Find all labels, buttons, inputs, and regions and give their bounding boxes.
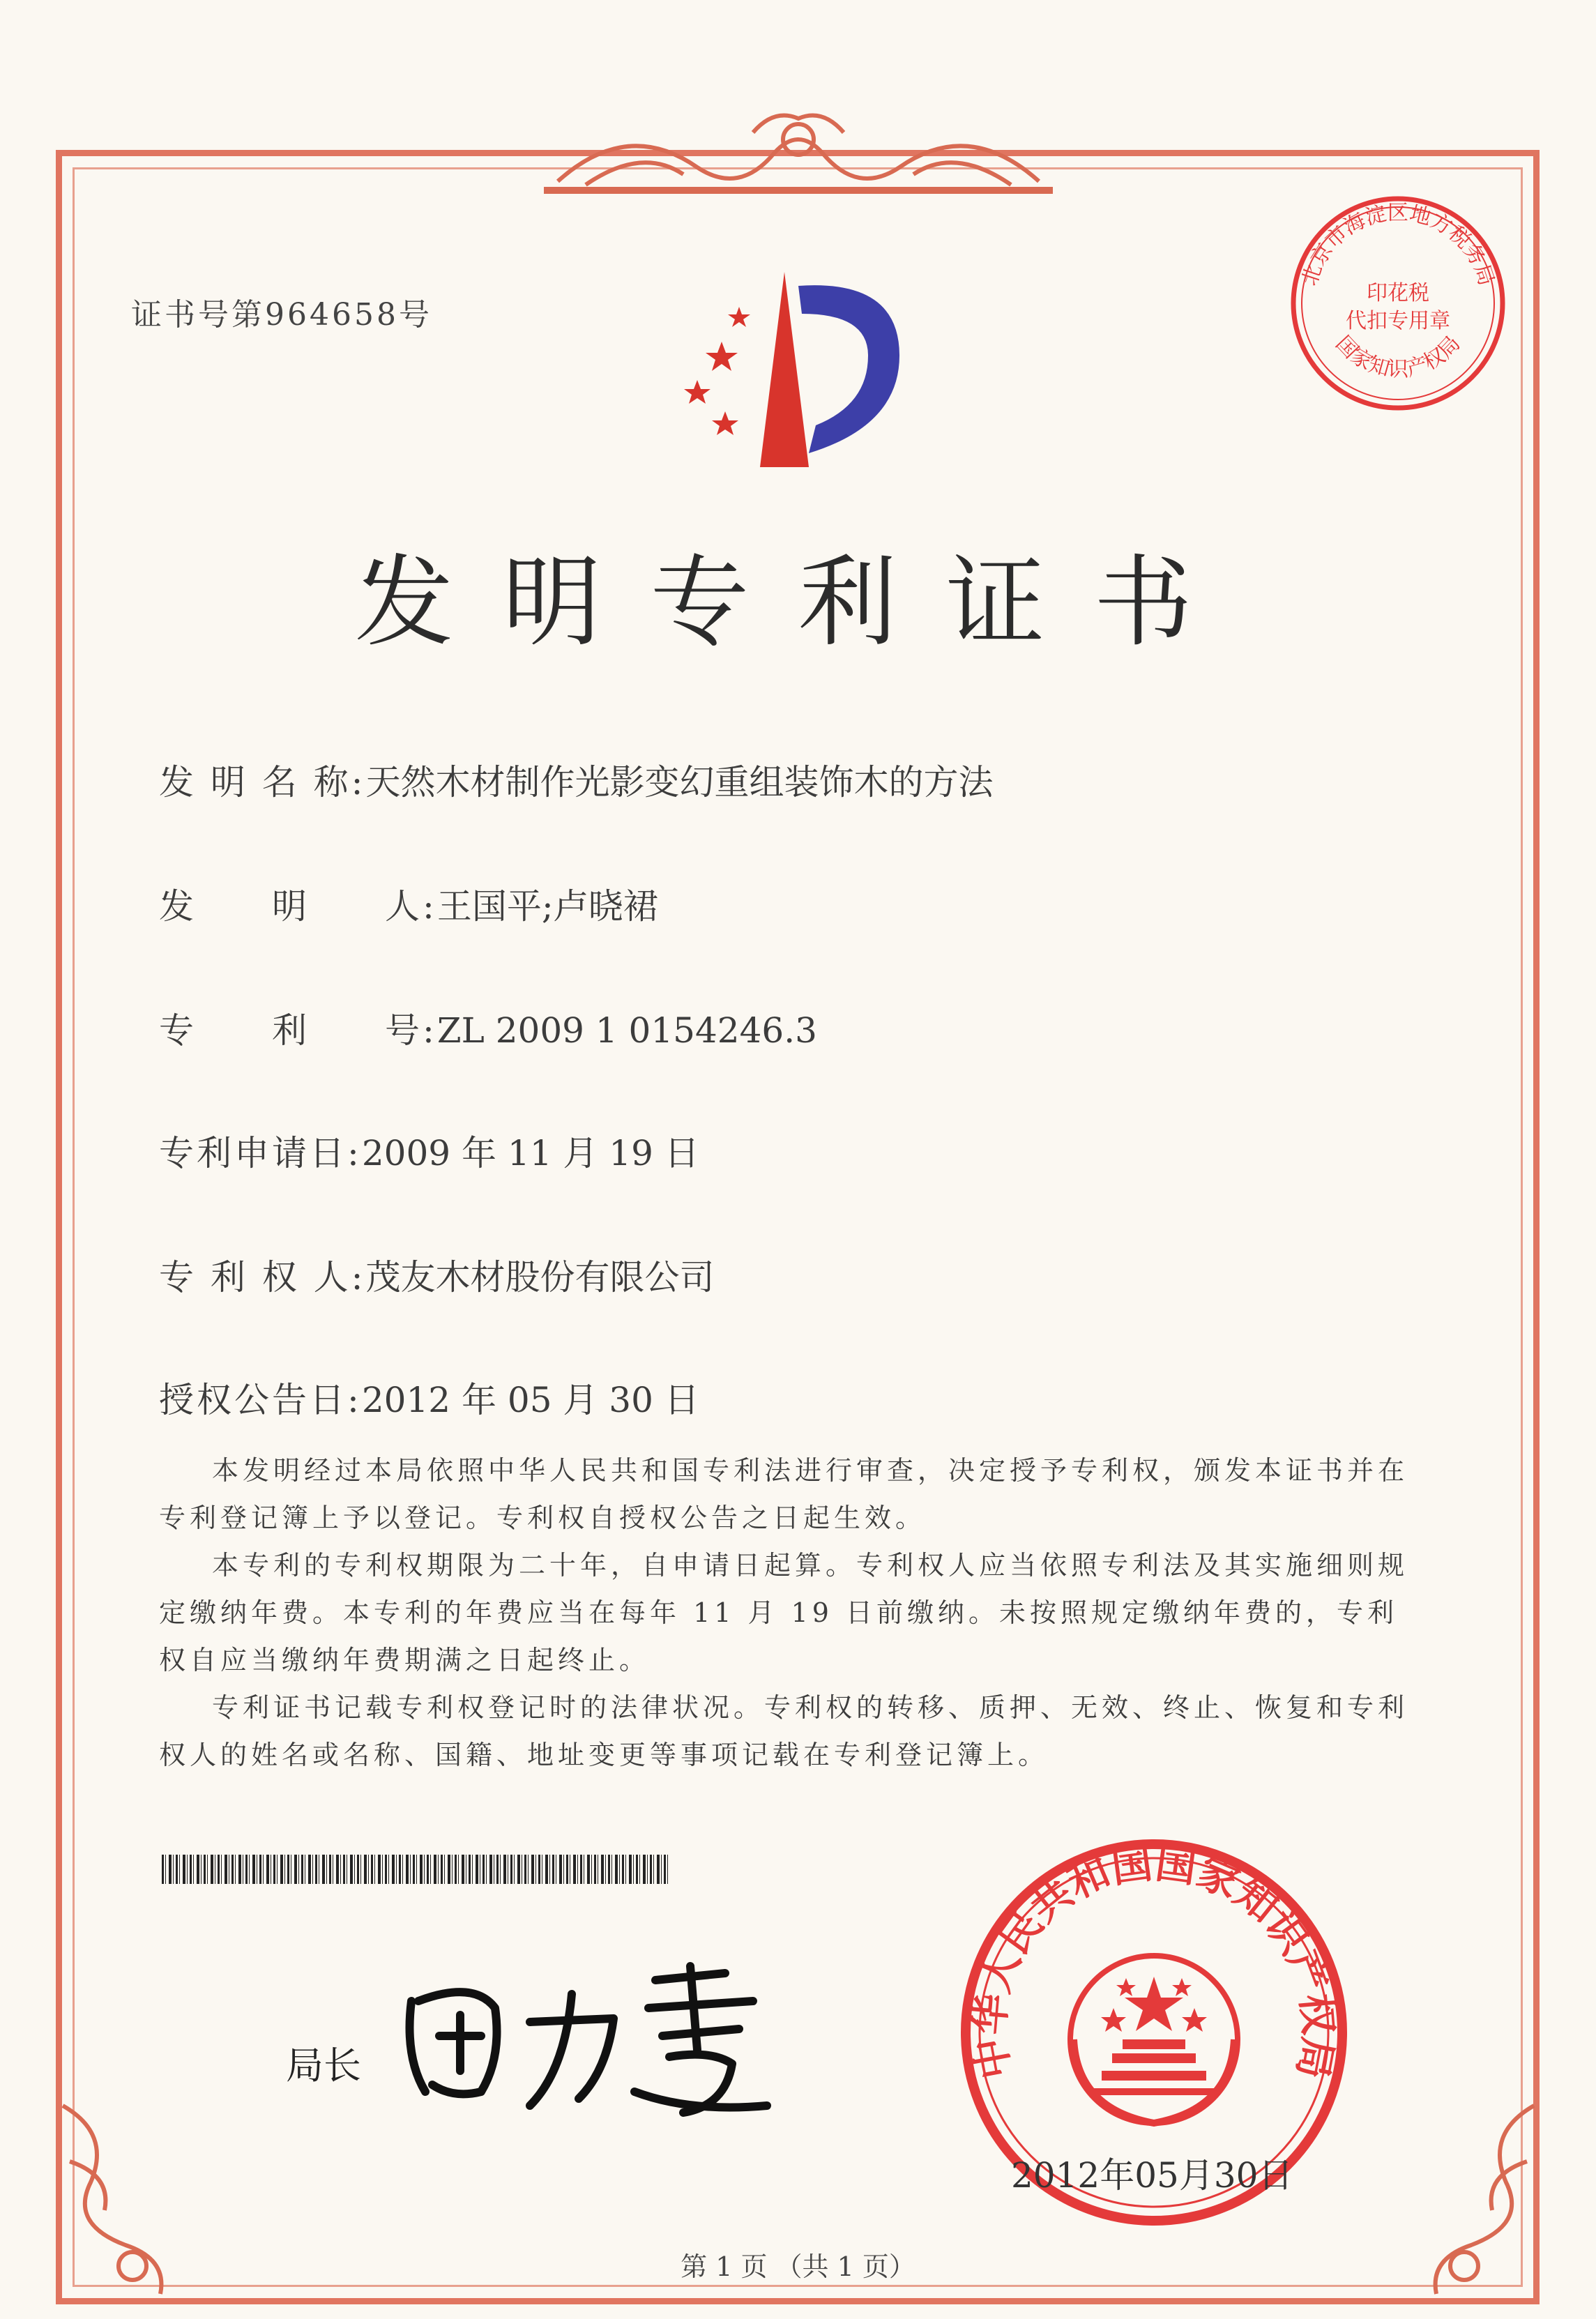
field-value: 茂友木材股份有限公司: [365, 1257, 715, 1298]
body-paragraph: 本专利的专利权期限为二十年，自申请日起算。专利权人应当依照专利法及其实施细则规定缴纳年费。本专利的年费应当在每年 11 月 19 日前缴纳。未按照规定缴纳年费的，专利权自应当缴纳年费期满之日起终止。: [159, 1550, 1409, 1675]
field-value: 天然木材制作光影变幻重组装饰木的方法: [365, 762, 994, 803]
field-application-date: [159, 1125, 699, 1176]
tax-stamp-ring-text: 北京市海淀区地方税务局: [1297, 201, 1499, 289]
field-patentee: [159, 1249, 715, 1300]
field-patent-number: [159, 1003, 817, 1053]
top-ornament: [544, 105, 1053, 202]
field-invention-name: [159, 754, 994, 805]
seal-ring-text: 中华人民共和国国家知识产权局: [965, 1839, 1343, 2083]
national-emblem-icon: [1070, 1956, 1238, 2123]
page-number: 第 1 页 （共 1 页）: [681, 2251, 915, 2282]
certificate-title: 发明专利证书: [354, 545, 1242, 660]
field-label: 专 利 权 人:: [159, 1257, 366, 1298]
director-signature: [390, 1952, 781, 2120]
field-label: 授权公告日:: [159, 1380, 362, 1420]
tax-stamp-bottom-text: 国家知识产权局: [1330, 331, 1466, 382]
field-value: 2009 年 11 月 19 日: [361, 1133, 699, 1173]
tax-stamp-line2: 代扣专用章: [1346, 309, 1450, 333]
body-paragraph: 专利证书记载专利权登记时的法律状况。专利权的转移、质押、无效、终止、恢复和专利权人的姓名或名称、国籍、地址变更等事项记载在专利登记簿上。: [159, 1692, 1409, 1770]
director-label: 局长: [286, 2044, 361, 2088]
field-label: 专 利 号:: [159, 1010, 437, 1051]
field-label: 发 明 人:: [159, 886, 437, 927]
svg-text:国家知识产权局: [1331, 331, 1466, 381]
field-label: 发 明 名 称:: [159, 762, 366, 803]
body-paragraph: 本发明经过本局依照中华人民共和国专利法进行审查，决定授予专利权，颁发本证书并在专利登记簿上予以登记。专利权自授权公告之日起生效。: [159, 1455, 1409, 1533]
field-grant-date: [159, 1372, 699, 1422]
seal-date: 2012年05月30日: [1011, 2155, 1293, 2196]
field-value: ZL 2009 1 0154246.3: [436, 1010, 817, 1051]
field-value: 2012 年 05 月 30 日: [361, 1380, 699, 1420]
tax-stamp-seal: [1283, 188, 1513, 418]
certificate-number: 证书号第964658号: [131, 297, 432, 333]
tax-stamp-line1: 印花税: [1367, 281, 1429, 305]
field-inventor: [159, 879, 658, 929]
field-value: 王国平;卢晓裙: [436, 886, 658, 927]
certificate-body: [159, 1447, 1428, 1779]
barcode: [162, 1855, 671, 1884]
field-label: 专利申请日:: [159, 1133, 362, 1173]
svg-text:北京市海淀区地方税务局: [1298, 201, 1499, 289]
patent-office-logo: [669, 265, 948, 474]
